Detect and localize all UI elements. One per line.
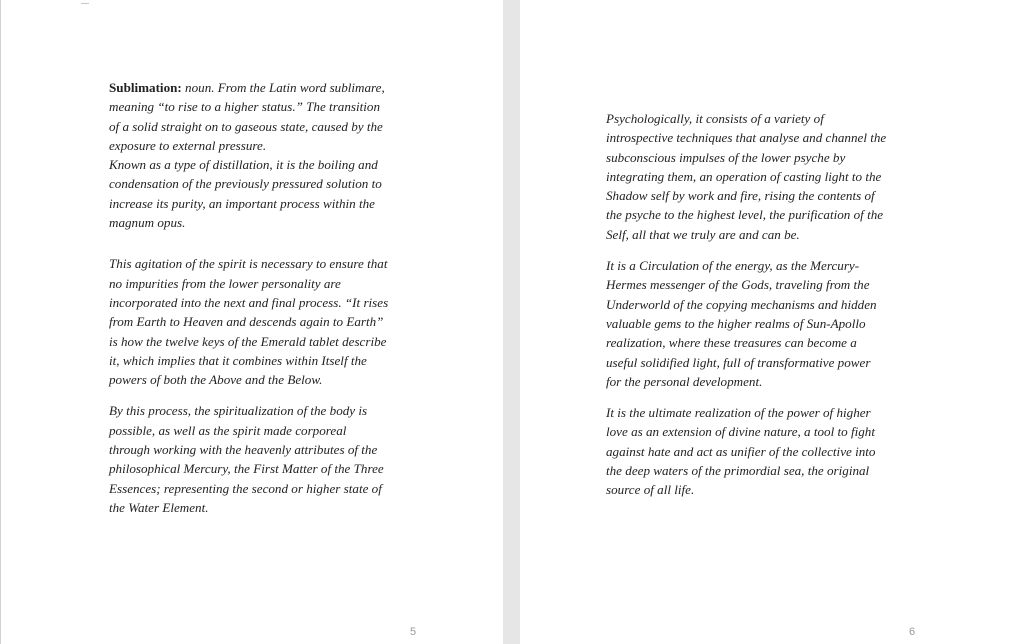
paragraph-distillation: Known as a type of distillation, it is the boiling and condensation of the previously pressured solution to increase its purity, an important process within the magnum opus. bbox=[109, 157, 382, 231]
page-5 bbox=[0, 0, 503, 644]
page-6 bbox=[520, 0, 1024, 644]
page-number: 6 bbox=[909, 626, 916, 638]
paragraph-psychologically: Psychologically, it consists of a variety of introspective techniques that analyse and channel the subconscious impulses of the lower psyche by integrating them, an operation of casting light to the Shadow self by work and fire, rising the contents of the psyche to the highest level, the purification of the Self, all that we truly are and can be. bbox=[606, 111, 887, 242]
paragraph-agitation: This agitation of the spirit is necessary to ensure that no impurities from the lower personality are incorporated into the next and final process. “It rises from Earth to Heaven and descends again to Earth” is how the twelve keys of the Emerald tablet describe it, which implies that it combines within Itself the powers of both the Above and the Below. bbox=[109, 256, 389, 388]
paragraph-ultimate-realization: It is the ultimate realization of the power of higher love as an extension of divine nature, a tool to fight against hate and act as unifier of the collective into the deep waters of the primordial sea, the original source of all life. bbox=[606, 405, 876, 498]
page-corner-mark bbox=[81, 0, 89, 4]
definition-paragraph bbox=[109, 78, 429, 155]
page-number: 5 bbox=[410, 626, 417, 638]
right-page-text bbox=[606, 109, 926, 512]
paragraph-circulation: It is a Circulation of the energy, as the Mercury- Hermes messenger of the Gods, traveling from the Underworld of the copying mechanisms and hidden valuable gems to the higher realms of Sun-Apollo realization, where these treasures can become a useful solidified light, full of transformative power for the personal development. bbox=[606, 258, 877, 389]
paragraph-spiritualization: By this process, the spiritualization of the body is possible, as well as the spirit made corporeal through working with the heavenly attributes of the philosophical Mercury, the First Matter of the Three Essences; representing the second or higher state of the Water Element. bbox=[109, 403, 384, 515]
definition-part-of-speech: noun. bbox=[185, 80, 215, 95]
definition-text: From the Latin word sublimare, meaning “to rise to a higher status.” The transition of a solid straight on to gaseous state, caused by the exposure to external pressure. bbox=[109, 80, 385, 153]
definition-term: Sublimation: bbox=[109, 80, 182, 95]
left-page-text bbox=[109, 78, 429, 529]
